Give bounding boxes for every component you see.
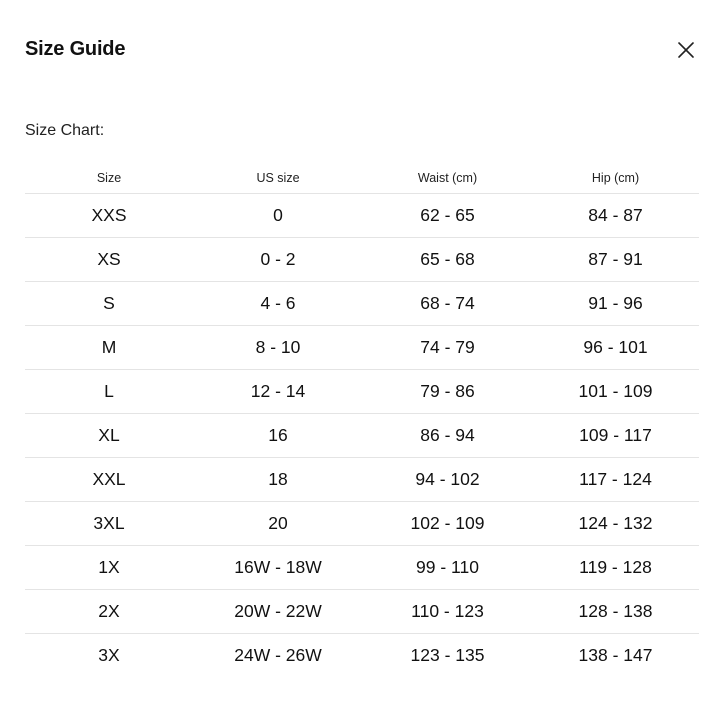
table-row bbox=[25, 414, 699, 458]
us-size-cell: 16W - 18W bbox=[234, 557, 322, 577]
size-cell: XXS bbox=[91, 205, 127, 225]
size-chart-table bbox=[25, 162, 699, 677]
column-header-hip: Hip (cm) bbox=[591, 170, 640, 185]
close-icon bbox=[677, 41, 695, 59]
size-chart-label: Size Chart: bbox=[25, 122, 105, 139]
waist-cell: 68 - 74 bbox=[420, 293, 475, 313]
us-size-cell: 12 - 14 bbox=[250, 381, 306, 401]
waist-cell: 62 - 65 bbox=[420, 205, 475, 225]
table-row bbox=[25, 546, 699, 590]
size-cell: L bbox=[104, 381, 114, 401]
size-cell: XXL bbox=[92, 469, 126, 489]
hip-cell: 91 - 96 bbox=[588, 293, 643, 313]
column-header-us-size: US size bbox=[256, 170, 300, 185]
hip-cell: 138 - 147 bbox=[578, 645, 653, 665]
hip-cell: 124 - 132 bbox=[578, 513, 653, 533]
hip-cell: 87 - 91 bbox=[588, 249, 643, 269]
waist-cell: 79 - 86 bbox=[420, 381, 475, 401]
us-size-cell: 4 - 6 bbox=[260, 293, 296, 313]
hip-cell: 96 - 101 bbox=[583, 337, 648, 357]
hip-cell: 117 - 124 bbox=[579, 469, 652, 489]
us-size-cell: 24W - 26W bbox=[234, 645, 322, 665]
us-size-cell: 20 bbox=[268, 513, 288, 533]
hip-cell: 101 - 109 bbox=[578, 381, 653, 401]
size-cell: 3X bbox=[98, 645, 120, 665]
table-row bbox=[25, 458, 699, 502]
size-cell: 3XL bbox=[93, 513, 125, 533]
hip-cell: 109 - 117 bbox=[579, 425, 652, 445]
size-cell: S bbox=[103, 293, 115, 313]
column-header-waist: Waist (cm) bbox=[417, 170, 478, 185]
waist-cell: 110 - 123 bbox=[411, 601, 484, 621]
table-row bbox=[25, 370, 699, 414]
table-row bbox=[25, 282, 699, 326]
us-size-cell: 18 bbox=[268, 469, 288, 489]
waist-cell: 86 - 94 bbox=[420, 425, 475, 445]
column-header-size: Size bbox=[96, 170, 122, 185]
waist-cell: 65 - 68 bbox=[420, 249, 475, 269]
hip-cell: 119 - 128 bbox=[579, 557, 652, 577]
us-size-cell: 0 - 2 bbox=[260, 249, 296, 269]
waist-cell: 99 - 110 bbox=[416, 557, 479, 577]
dialog-title: Size Guide bbox=[25, 38, 126, 60]
size-cell: 1X bbox=[98, 557, 120, 577]
table-row bbox=[25, 238, 699, 282]
close-button[interactable] bbox=[672, 36, 700, 64]
waist-cell: 123 - 135 bbox=[410, 645, 485, 665]
waist-cell: 94 - 102 bbox=[415, 469, 480, 489]
table-row bbox=[25, 634, 699, 677]
us-size-cell: 8 - 10 bbox=[255, 337, 301, 357]
us-size-cell: 20W - 22W bbox=[234, 601, 322, 621]
table-header-row bbox=[25, 162, 699, 194]
waist-cell: 102 - 109 bbox=[410, 513, 485, 533]
hip-cell: 128 - 138 bbox=[578, 601, 653, 621]
size-cell: XL bbox=[98, 425, 120, 445]
waist-cell: 74 - 79 bbox=[420, 337, 475, 357]
table-row bbox=[25, 194, 699, 238]
table-row bbox=[25, 590, 699, 634]
size-cell: M bbox=[101, 337, 117, 357]
table-row bbox=[25, 326, 699, 370]
hip-cell: 84 - 87 bbox=[588, 205, 643, 225]
table-row bbox=[25, 502, 699, 546]
us-size-cell: 0 bbox=[273, 205, 283, 225]
size-cell: 2X bbox=[98, 601, 120, 621]
size-cell: XS bbox=[97, 249, 121, 269]
us-size-cell: 16 bbox=[268, 425, 288, 445]
